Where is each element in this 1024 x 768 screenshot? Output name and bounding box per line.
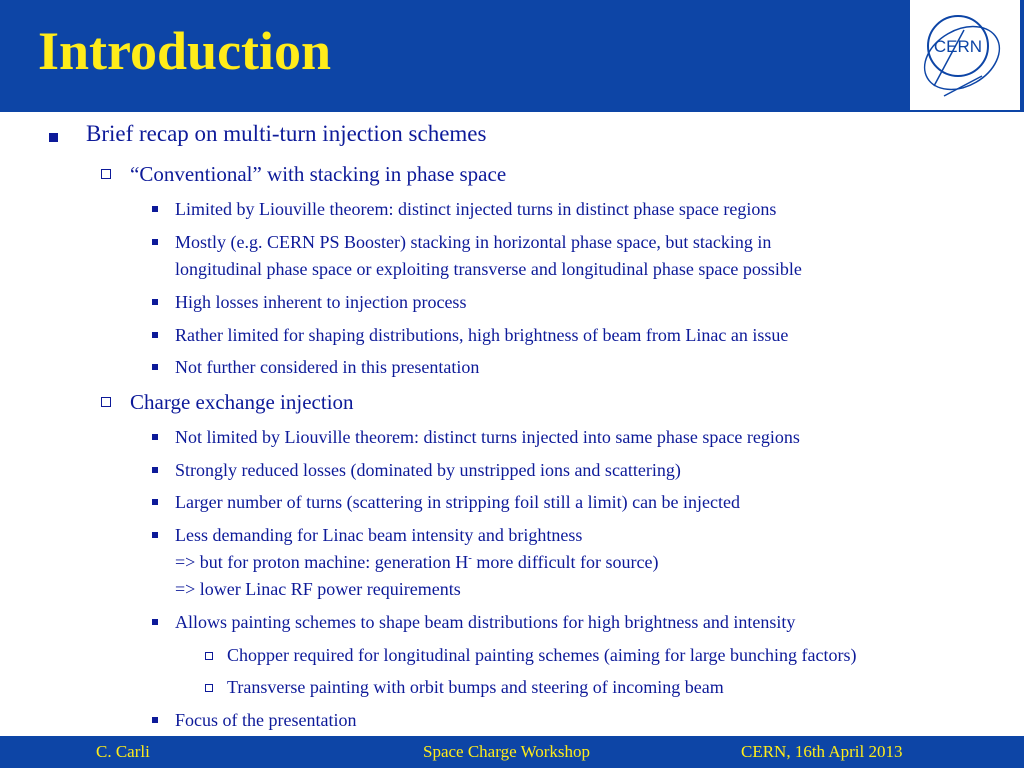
bullet-text: Mostly (e.g. CERN PS Booster) stacking in horizontal phase space, but stacking in (175, 232, 772, 252)
bullet-text-continuation: longitudinal phase space or exploiting transverse and longitudinal phase space possible (175, 259, 802, 279)
cern-logo-text: CERN (933, 37, 983, 56)
bullet-hollow-square-icon (101, 397, 111, 407)
bullet-text: Charge exchange injection (130, 390, 354, 414)
footer-place-date: CERN, 16th April 2013 (741, 742, 903, 761)
text-segment: more difficult for source) (471, 552, 659, 572)
bullet-text-continuation: => lower Linac RF power requirements (175, 579, 461, 599)
bullet-square-icon (152, 206, 158, 212)
footer-bar (0, 736, 1024, 768)
bullet-square-icon (152, 434, 158, 440)
bullet-square-icon (152, 239, 158, 245)
bullet-text: Limited by Liouville theorem: distinct injected turns in distinct phase space regions (175, 199, 777, 219)
bullet-square-icon (49, 133, 58, 142)
footer-author: C. Carli (96, 742, 150, 761)
footer-event: Space Charge Workshop (423, 742, 591, 761)
bullet-text: Not limited by Liouville theorem: distinct turns injected into same phase space regions (175, 427, 800, 447)
bullet-square-icon (152, 619, 158, 625)
bullet-text: Larger number of turns (scattering in stripping foil still a limit) can be injected (175, 492, 741, 512)
bullet-hollow-square-icon (205, 652, 213, 660)
bullet-text: Focus of the presentation (175, 710, 357, 730)
bullet-text: High losses inherent to injection process (175, 292, 467, 312)
bullet-text: Rather limited for shaping distributions, high brightness of beam from Linac an issue (175, 325, 789, 345)
bullet-square-icon (152, 332, 158, 338)
bullet-square-icon (152, 499, 158, 505)
superscript-minus: - (468, 552, 472, 564)
title-bar (0, 0, 1024, 112)
bullet-text: Less demanding for Linac beam intensity and brightness (175, 525, 583, 545)
slide-title: Introduction (38, 21, 332, 81)
bullet-text: “Conventional” with stacking in phase space (130, 162, 507, 186)
text-segment: => but for proton machine: generation H (175, 552, 469, 572)
bullet-text: Brief recap on multi-turn injection schemes (86, 121, 487, 146)
bullet-square-icon (152, 532, 158, 538)
bullet-hollow-square-icon (205, 684, 213, 692)
bullet-square-icon (152, 364, 158, 370)
bullet-text: Allows painting schemes to shape beam distributions for high brightness and intensity (175, 612, 796, 632)
bullet-text: Strongly reduced losses (dominated by unstripped ions and scattering) (175, 460, 681, 480)
bullet-text-continuation (175, 552, 658, 573)
bullet-square-icon (152, 717, 158, 723)
cern-logo (910, 0, 1020, 110)
bullet-text: Chopper required for longitudinal painting schemes (aiming for large bunching factors) (227, 645, 857, 665)
bullet-text: Not further considered in this presentation (175, 357, 480, 377)
bullet-hollow-square-icon (101, 169, 111, 179)
bullet-text: Transverse painting with orbit bumps and steering of incoming beam (227, 677, 724, 697)
cern-logo-icon (910, 0, 1020, 110)
bullet-square-icon (152, 467, 158, 473)
bullet-square-icon (152, 299, 158, 305)
